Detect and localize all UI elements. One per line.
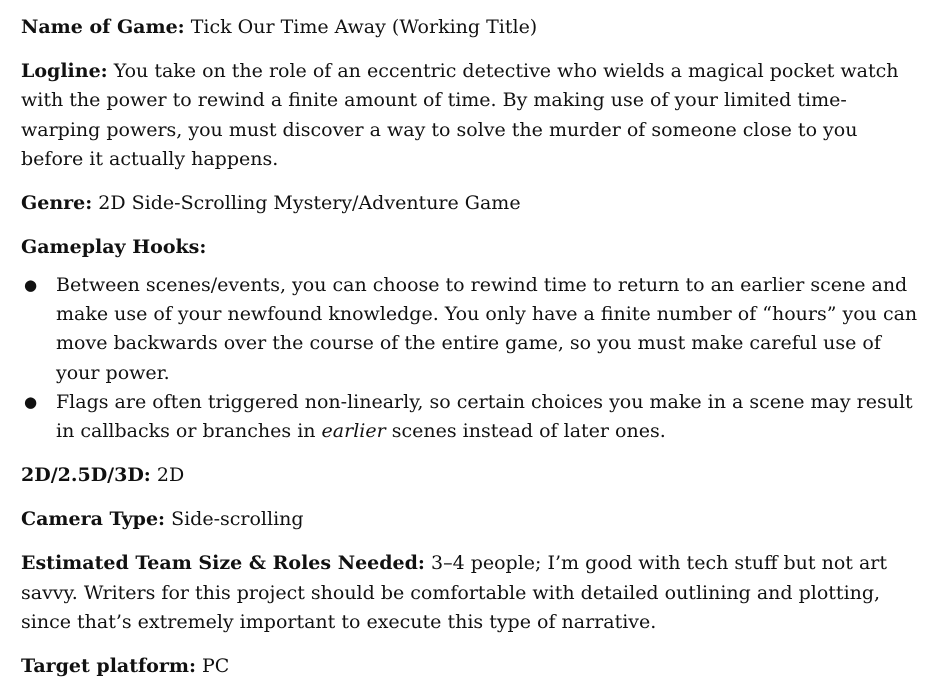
team-size-value: 3–4 people; I’m good with tech stuff but not art savvy. Writers for this project should be comfortable with detailed outlining and plotting, since that’s extremely important to execute this type of narrative. (21, 552, 887, 633)
target-platform-label: Target platform: (21, 654, 196, 677)
bullet-icon: ● (24, 275, 38, 294)
hook-text-emphasis: earlier (321, 420, 386, 443)
camera-type-field (21, 505, 921, 534)
hook-text-before: Flags are often triggered non-linearly, so certain choices you make in a scene may result in callbacks or branches in (56, 391, 913, 443)
target-platform-value: PC (195, 654, 230, 677)
hook-text-after: scenes instead of later ones. (385, 420, 666, 443)
target-platform-field (21, 652, 921, 681)
name-of-game-value: Tick Our Time Away (Working Title) (184, 16, 538, 38)
gameplay-hooks-label: Gameplay Hooks: (21, 235, 207, 258)
genre-value: 2D Side-Scrolling Mystery/Adventure Game (92, 191, 521, 214)
camera-type-label: Camera Type: (21, 508, 166, 531)
genre-label: Genre: (21, 191, 93, 214)
genre-field (21, 189, 921, 218)
name-of-game-field (21, 13, 921, 42)
list-item (21, 271, 921, 388)
camera-type-value: Side-scrolling (165, 508, 304, 531)
name-of-game-label: Name of Game: (21, 16, 185, 38)
bullet-icon: ● (24, 393, 38, 412)
gameplay-hooks-list (21, 271, 921, 447)
logline-label: Logline: (21, 59, 108, 82)
dimensions-field (21, 461, 921, 490)
team-size-label: Estimated Team Size & Roles Needed: (21, 552, 425, 575)
logline-value: You take on the role of an eccentric detective who wields a magical pocket watch with the power to rewind a finite amount of time. By making use of your limited time-warping powers, you must discover a way to solve the murder of someone close to you before it actually happens. (21, 59, 899, 170)
gameplay-hooks-heading (21, 233, 921, 262)
list-item (21, 388, 921, 447)
hook-text: Between scenes/events, you can choose to rewind time to return to an earlier scene and make use of your newfound knowledge. You only have a finite number of “hours” you can move backwards over the course of the entire game, so you must make careful use of your power. (56, 273, 918, 384)
hook-text (56, 391, 913, 442)
game-pitch-document (21, 13, 921, 696)
logline-field (21, 57, 921, 174)
team-size-field (21, 549, 921, 637)
dimensions-label: 2D/2.5D/3D: (21, 464, 151, 487)
dimensions-value: 2D (150, 464, 185, 487)
